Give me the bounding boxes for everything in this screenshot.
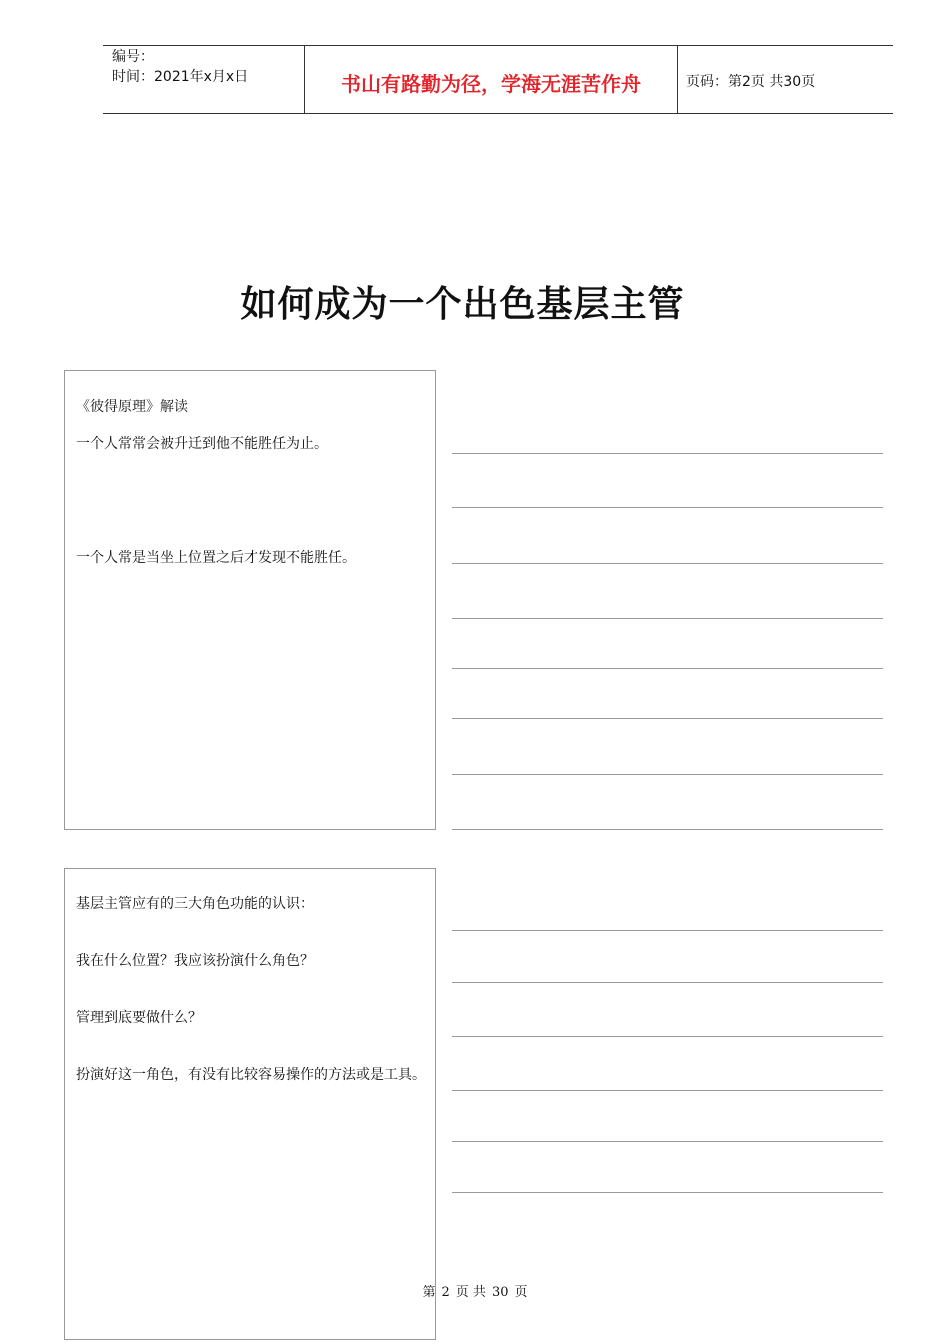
- ruled-line: [452, 1192, 883, 1193]
- box2-line-3: 管理到底要做什么？: [76, 1010, 202, 1026]
- box1-line-1: 一个人常常会被升迁到他不能胜任为止。: [76, 436, 328, 452]
- ruled-line: [452, 507, 883, 508]
- box1-heading: 《彼得原理》解读: [76, 399, 188, 415]
- header-top-rule: [103, 45, 893, 46]
- ruled-line: [452, 982, 883, 983]
- box2-line-4: 扮演好这一角色，有没有比较容易操作的方法或是工具。: [76, 1067, 426, 1083]
- ruled-line: [452, 453, 883, 454]
- footer-suffix: 页: [514, 1285, 528, 1300]
- footer-total-pages: 30: [491, 1285, 509, 1300]
- box2-line-2: 我在什么位置？我应该扮演什么角色？: [76, 953, 314, 969]
- ruled-line: [452, 774, 883, 775]
- header-meta: [112, 47, 248, 87]
- footer-mid: 页 共: [455, 1285, 486, 1300]
- ruled-line: [452, 829, 883, 830]
- ruled-line: [452, 718, 883, 719]
- ruled-line: [452, 930, 883, 931]
- ruled-line: [452, 1141, 883, 1142]
- ruled-line: [452, 668, 883, 669]
- box1-line-2: 一个人常是当坐上位置之后才发现不能胜任。: [76, 550, 356, 566]
- footer-prefix: 第: [422, 1285, 436, 1300]
- page-footer: [0, 1281, 950, 1300]
- ruled-line: [452, 1090, 883, 1091]
- box2-line-1: 基层主管应有的三大角色功能的认识：: [76, 896, 314, 912]
- header-divider-2: [677, 45, 678, 113]
- header-bottom-rule: [103, 113, 893, 114]
- notes-box-peter-principle: [64, 370, 436, 830]
- header-page-info: 页码：第2页 共30页: [686, 74, 816, 90]
- number-label: 编号：: [112, 49, 154, 65]
- header-motto: 书山有路勤为径，学海无涯苦作舟: [341, 72, 641, 96]
- ruled-line: [452, 563, 883, 564]
- footer-page-number: 2: [441, 1285, 450, 1300]
- time-label: 时间：2021年x月x日: [112, 69, 249, 85]
- page-title: 如何成为一个出色基层主管: [240, 283, 685, 325]
- ruled-line: [452, 1036, 883, 1037]
- ruled-line: [452, 618, 883, 619]
- notes-box-three-roles: [64, 868, 436, 1340]
